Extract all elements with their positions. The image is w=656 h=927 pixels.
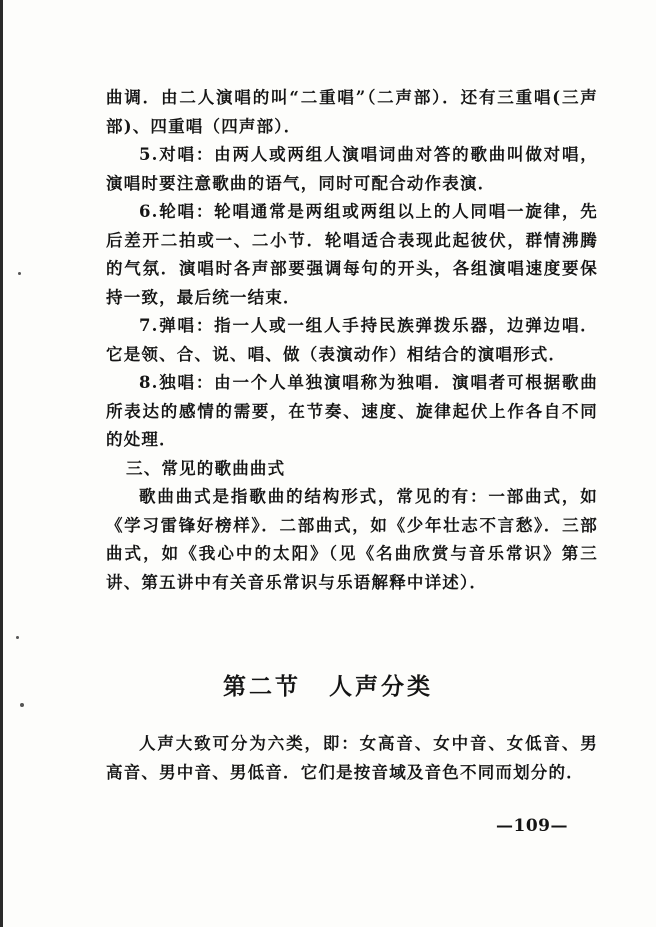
scan-speck xyxy=(18,272,21,275)
scan-speck xyxy=(20,703,24,707)
page-number: —109— xyxy=(496,816,568,836)
paragraph-duichang: 5.对唱：由两人或两组人演唱词曲对答的歌曲叫做对唱，演唱时要注意歌曲的语气，同时可配合动作表演． xyxy=(106,145,598,193)
subheading-song-forms: 三、常见的歌曲曲式 xyxy=(126,458,286,478)
scan-edge-line xyxy=(0,0,3,927)
paragraph-song-forms: 歌曲曲式是指歌曲的结构形式，常见的有：一部曲式，如《学习雷锋好榜样》．二部曲式，如《少年壮志不言愁》．三部曲式，如《我心中的太阳》（见《名曲欣赏与音乐常识》第三讲、第五讲中有关音乐常识与乐语解释中详述）． xyxy=(106,487,598,592)
section-number: 第二节 xyxy=(223,673,301,700)
section-name: 人声分类 xyxy=(329,673,433,700)
body-text-bottom xyxy=(106,730,598,787)
paragraph-lunchang: 6.轮唱：轮唱通常是两组或两组以上的人同唱一旋律，先后差开二拍或一、二小节．轮唱适合表现此起彼伏，群情沸腾的气氛．演唱时各声部要强调每句的开头，各组演唱速度要保持一致，最后统一结束． xyxy=(106,202,598,307)
body-text-top xyxy=(106,84,598,597)
paragraph-continuation: 曲调．由二人演唱的叫“二重唱”（二声部）．还有三重唱(三声部)、四重唱（四声部）． xyxy=(106,88,598,136)
paragraph-tanchang: 7.弹唱：指一人或一组人手持民族弹拨乐器，边弹边唱．它是领、合、说、唱、做（表演动作）相结合的演唱形式． xyxy=(106,316,598,364)
section-title xyxy=(0,668,656,701)
paragraph-voice-types: 人声大致可分为六类，即：女高音、女中音、女低音、男高音、男中音、男低音．它们是按音域及音色不同而划分的． xyxy=(106,734,598,782)
paragraph-duchang: 8.独唱：由一个人单独演唱称为独唱．演唱者可根据歌曲所表达的感情的需要，在节奏、速度、旋律起伏上作各自不同的处理． xyxy=(106,373,598,449)
scan-speck xyxy=(16,636,19,639)
